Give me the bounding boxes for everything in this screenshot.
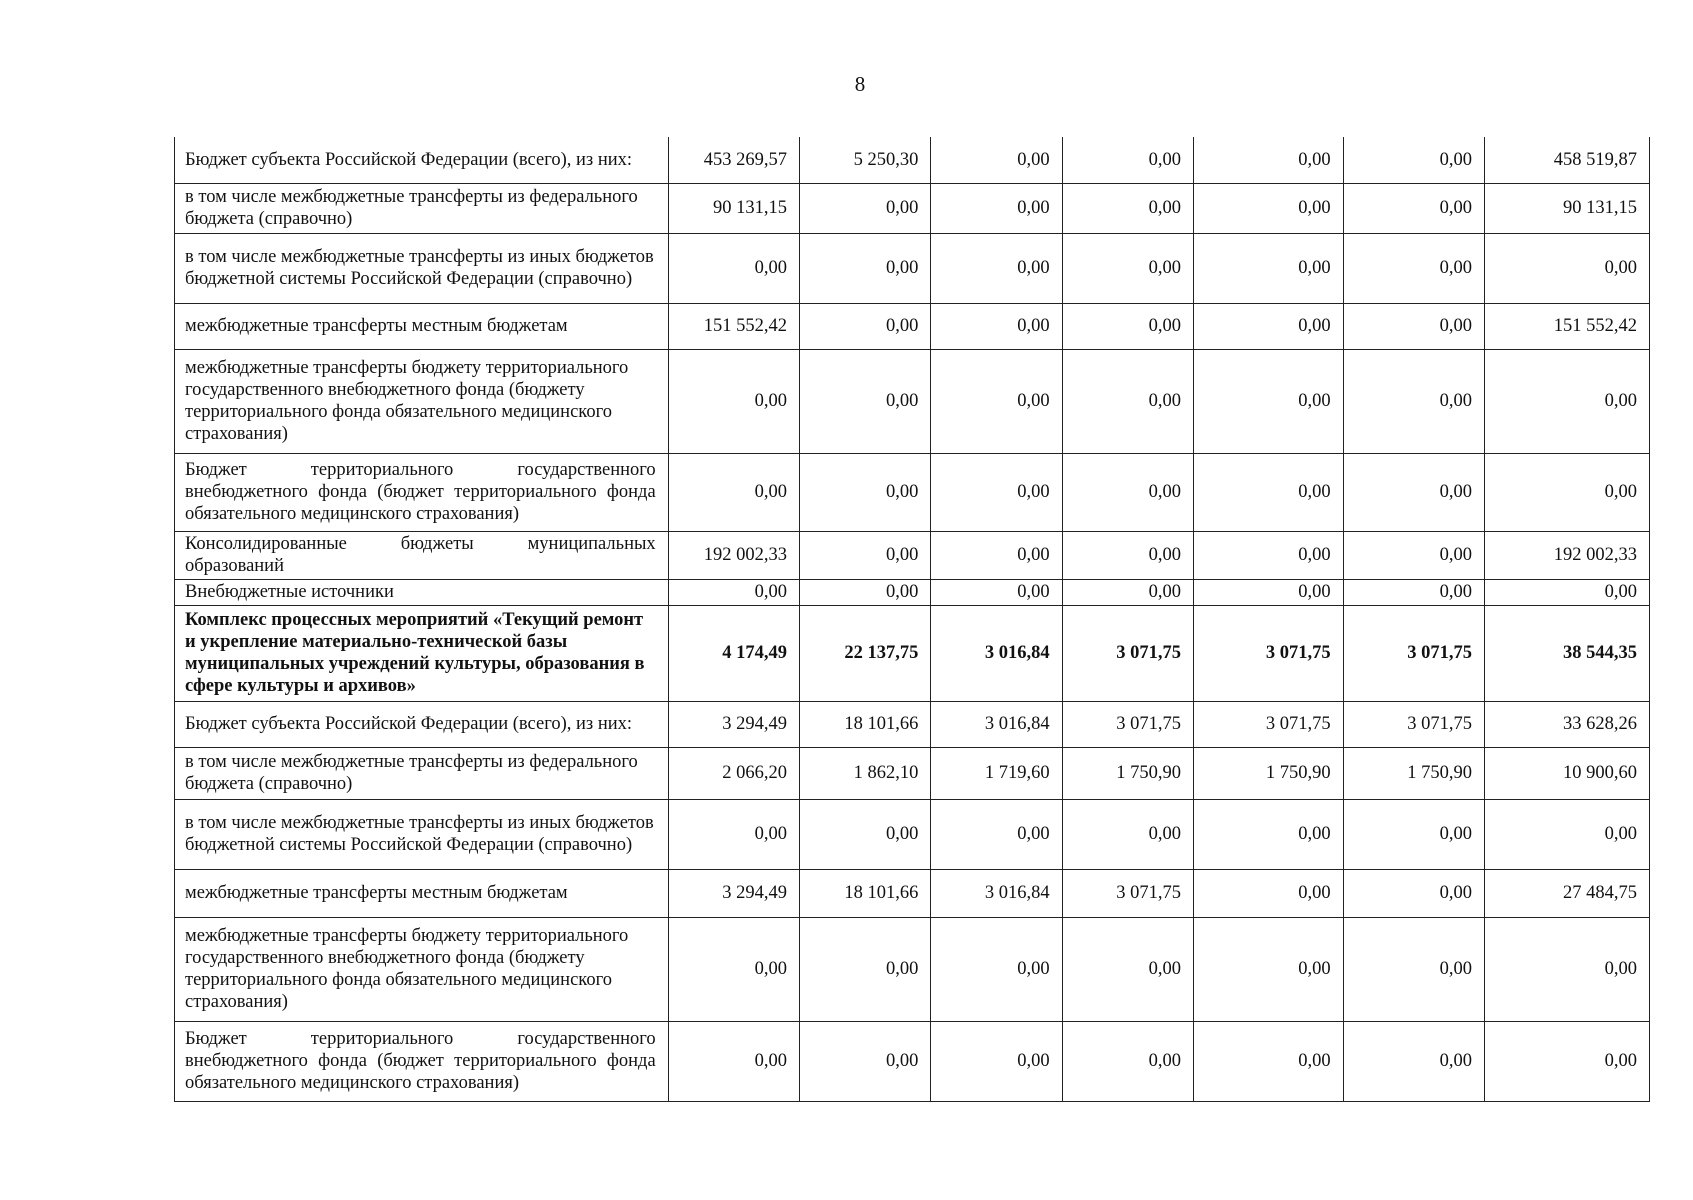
value-cell: 192 002,33 [668,531,799,579]
value-cell: 3 071,75 [1062,605,1193,701]
value-cell: 0,00 [800,917,931,1021]
value-cell: 0,00 [1343,579,1484,605]
value-cell: 0,00 [1193,183,1343,233]
value-cell: 0,00 [931,453,1062,531]
row-label: в том числе межбюджетные трансферты из федерального бюджета (справочно) [175,747,669,799]
value-cell: 151 552,42 [668,303,799,349]
value-cell: 0,00 [1062,531,1193,579]
value-cell: 3 071,75 [1062,869,1193,917]
value-cell: 0,00 [1062,303,1193,349]
row-label: в том числе межбюджетные трансферты из иных бюджетов бюджетной системы Российской Федерации (справочно) [175,233,669,303]
row-label: Внебюджетные источники [175,579,669,605]
value-cell: 0,00 [931,303,1062,349]
value-cell: 2 066,20 [668,747,799,799]
value-cell: 3 071,75 [1343,605,1484,701]
value-cell: 0,00 [668,917,799,1021]
row-label: Комплекс процессных мероприятий «Текущий ремонт и укрепление материально-технической базы муниципальных учреждений культуры, образования в сфере культуры и архивов» [175,605,669,701]
value-cell: 0,00 [1193,303,1343,349]
total-value-cell: 0,00 [1485,453,1650,531]
total-value-cell: 38 544,35 [1485,605,1650,701]
total-value-cell: 33 628,26 [1485,701,1650,747]
value-cell: 0,00 [1193,349,1343,453]
row-label: Бюджет субъекта Российской Федерации (всего), из них: [175,137,669,183]
total-value-cell: 27 484,75 [1485,869,1650,917]
value-cell: 0,00 [1193,233,1343,303]
value-cell: 0,00 [1062,579,1193,605]
value-cell: 0,00 [1193,453,1343,531]
value-cell: 0,00 [1062,349,1193,453]
value-cell: 0,00 [1062,1021,1193,1101]
value-cell: 1 750,90 [1343,747,1484,799]
value-cell: 0,00 [800,183,931,233]
row-label: Бюджет территориального государственного внебюджетного фонда (бюджет территориального фонда обязательного медицинского страхования) [175,1021,669,1101]
table-row [175,453,1650,531]
value-cell: 0,00 [931,799,1062,869]
value-cell: 0,00 [1193,531,1343,579]
value-cell: 0,00 [800,1021,931,1101]
value-cell: 0,00 [1193,137,1343,183]
table-row [175,233,1650,303]
row-label: Бюджет территориального государственного внебюджетного фонда (бюджет территориального фонда обязательного медицинского страхования) [175,453,669,531]
value-cell: 0,00 [1343,233,1484,303]
value-cell: 0,00 [800,349,931,453]
value-cell: 0,00 [1193,1021,1343,1101]
value-cell: 0,00 [800,579,931,605]
table-row [175,531,1650,579]
total-value-cell: 10 900,60 [1485,747,1650,799]
value-cell: 0,00 [931,1021,1062,1101]
value-cell: 0,00 [800,233,931,303]
value-cell: 0,00 [931,137,1062,183]
value-cell: 0,00 [1193,917,1343,1021]
value-cell: 0,00 [1343,869,1484,917]
total-value-cell: 0,00 [1485,579,1650,605]
value-cell: 0,00 [1343,137,1484,183]
value-cell: 18 101,66 [800,701,931,747]
table-row [175,605,1650,701]
table-row [175,799,1650,869]
value-cell: 0,00 [668,233,799,303]
value-cell: 0,00 [931,349,1062,453]
value-cell: 3 071,75 [1062,701,1193,747]
value-cell: 0,00 [1062,453,1193,531]
row-label: Бюджет субъекта Российской Федерации (всего), из них: [175,701,669,747]
value-cell: 0,00 [1062,799,1193,869]
value-cell: 0,00 [1343,303,1484,349]
table-row [175,579,1650,605]
value-cell: 0,00 [800,453,931,531]
value-cell: 0,00 [668,453,799,531]
value-cell: 0,00 [800,799,931,869]
total-value-cell: 0,00 [1485,917,1650,1021]
value-cell: 5 250,30 [800,137,931,183]
value-cell: 453 269,57 [668,137,799,183]
value-cell: 0,00 [931,579,1062,605]
row-label: в том числе межбюджетные трансферты из федерального бюджета (справочно) [175,183,669,233]
value-cell: 3 071,75 [1343,701,1484,747]
value-cell: 0,00 [1193,799,1343,869]
row-label: межбюджетные трансферты бюджету территориального государственного внебюджетного фонда (бюджету территориального фонда обязательного медицинского страхования) [175,349,669,453]
total-value-cell: 458 519,87 [1485,137,1650,183]
table-row [175,183,1650,233]
value-cell: 0,00 [931,917,1062,1021]
value-cell: 1 750,90 [1193,747,1343,799]
value-cell: 1 750,90 [1062,747,1193,799]
row-label: межбюджетные трансферты местным бюджетам [175,869,669,917]
row-label: межбюджетные трансферты местным бюджетам [175,303,669,349]
table-body [175,137,1650,1101]
value-cell: 3 016,84 [931,701,1062,747]
value-cell: 1 862,10 [800,747,931,799]
value-cell: 0,00 [1062,233,1193,303]
value-cell: 0,00 [931,233,1062,303]
total-value-cell: 151 552,42 [1485,303,1650,349]
value-cell: 0,00 [1343,1021,1484,1101]
value-cell: 0,00 [931,183,1062,233]
total-value-cell: 0,00 [1485,799,1650,869]
value-cell: 0,00 [668,579,799,605]
value-cell: 0,00 [1343,349,1484,453]
page-number: 8 [854,72,866,96]
value-cell: 0,00 [1062,917,1193,1021]
total-value-cell: 0,00 [1485,349,1650,453]
row-label: Консолидированные бюджеты муниципальных образований [175,531,669,579]
value-cell: 1 719,60 [931,747,1062,799]
value-cell: 0,00 [1343,183,1484,233]
value-cell: 4 174,49 [668,605,799,701]
value-cell: 0,00 [1193,579,1343,605]
total-value-cell: 0,00 [1485,1021,1650,1101]
value-cell: 0,00 [668,1021,799,1101]
table-row [175,1021,1650,1101]
value-cell: 0,00 [668,349,799,453]
value-cell: 3 294,49 [668,869,799,917]
table-row [175,303,1650,349]
value-cell: 0,00 [1062,137,1193,183]
budget-table [174,137,1650,1102]
value-cell: 3 071,75 [1193,701,1343,747]
total-value-cell: 0,00 [1485,233,1650,303]
value-cell: 0,00 [1343,531,1484,579]
value-cell: 0,00 [1343,917,1484,1021]
table-row [175,869,1650,917]
total-value-cell: 90 131,15 [1485,183,1650,233]
row-label: межбюджетные трансферты бюджету территориального государственного внебюджетного фонда (бюджету территориального фонда обязательного медицинского страхования) [175,917,669,1021]
value-cell: 0,00 [1193,869,1343,917]
value-cell: 90 131,15 [668,183,799,233]
value-cell: 0,00 [1343,799,1484,869]
value-cell: 18 101,66 [800,869,931,917]
value-cell: 3 016,84 [931,869,1062,917]
table-row [175,137,1650,183]
row-label: в том числе межбюджетные трансферты из иных бюджетов бюджетной системы Российской Федерации (справочно) [175,799,669,869]
table-row [175,747,1650,799]
value-cell: 0,00 [931,531,1062,579]
value-cell: 3 016,84 [931,605,1062,701]
value-cell: 0,00 [1343,453,1484,531]
value-cell: 22 137,75 [800,605,931,701]
value-cell: 0,00 [800,531,931,579]
value-cell: 3 294,49 [668,701,799,747]
total-value-cell: 192 002,33 [1485,531,1650,579]
table-row [175,917,1650,1021]
value-cell: 0,00 [1062,183,1193,233]
table-row [175,349,1650,453]
value-cell: 0,00 [668,799,799,869]
value-cell: 0,00 [800,303,931,349]
value-cell: 3 071,75 [1193,605,1343,701]
table-row [175,701,1650,747]
